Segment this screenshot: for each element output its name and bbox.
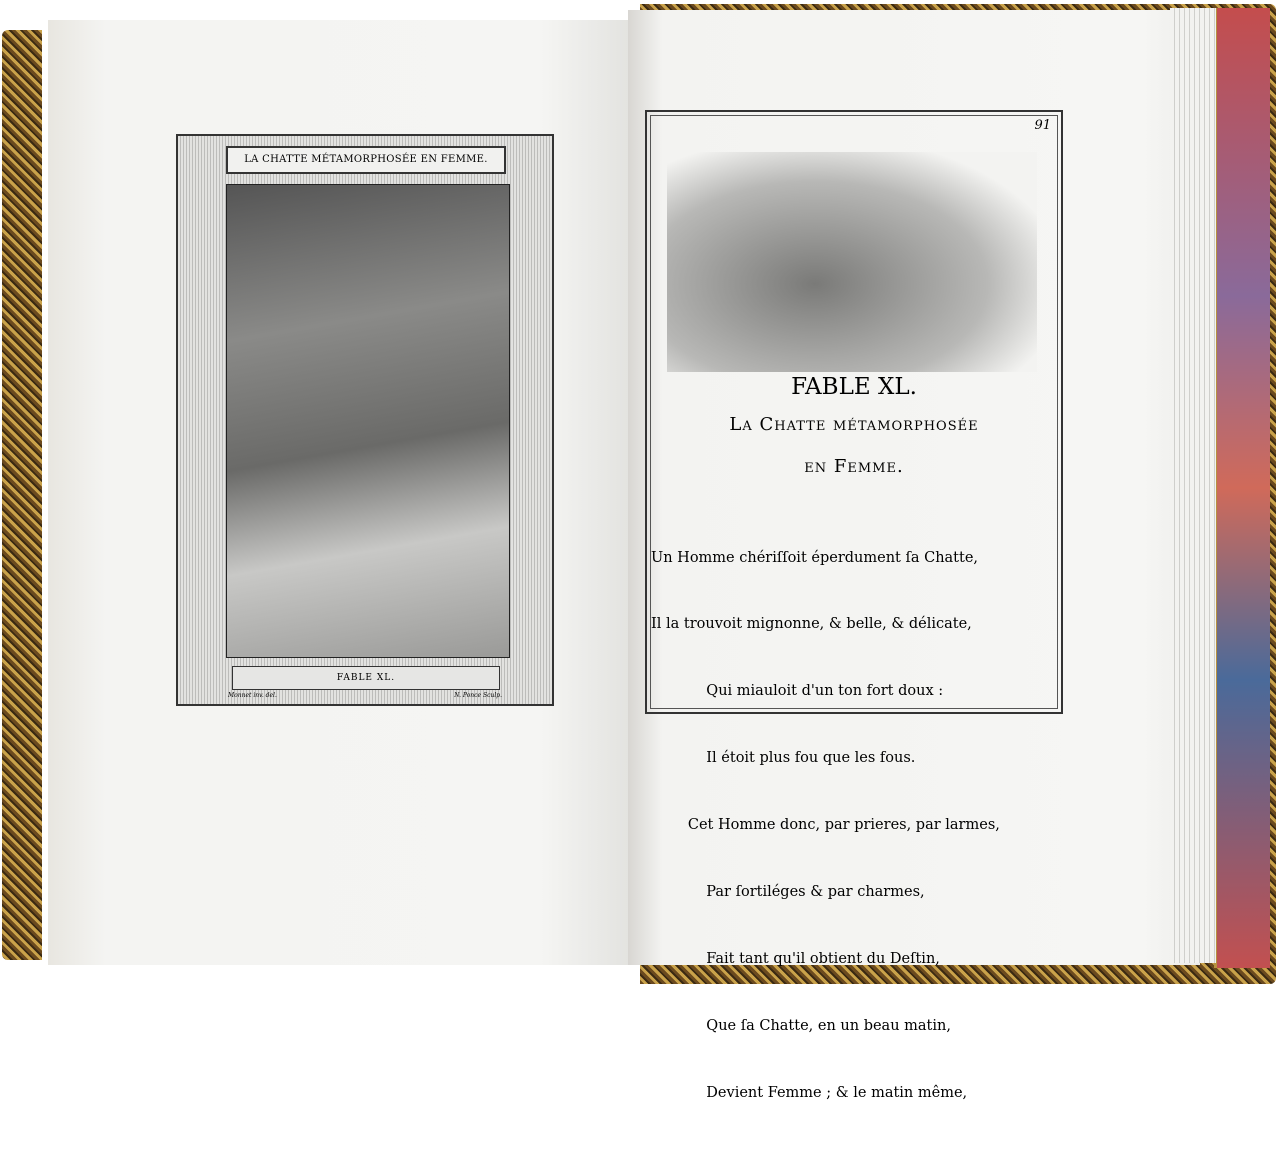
credit-right: N. Ponce Sculp. — [454, 692, 502, 699]
plate-caption: FABLE XL. — [232, 666, 500, 690]
fable-title-line2: en Femme. — [804, 456, 904, 477]
text-frame — [645, 110, 1063, 1101]
verse-block — [651, 502, 1000, 1149]
page-edges — [1170, 8, 1216, 963]
credit-left: Monnet inv. del. — [228, 692, 277, 699]
marbled-edge — [1214, 8, 1270, 968]
vignette-illustration — [667, 152, 1037, 372]
engraving-scene — [226, 184, 510, 658]
page-number: 91 — [1034, 118, 1051, 133]
fable-title-line1: La Chatte métamorphosée — [729, 414, 979, 435]
verse-line: Par ſortiléges & par charmes, — [651, 884, 925, 901]
verse-line: Devient Femme ; & le matin même, — [651, 1084, 968, 1101]
verse-line: Cet Homme donc, par prieres, par larmes, — [651, 817, 1000, 834]
plate-title: LA CHATTE MÉTAMORPHOSÉE EN FEMME. — [226, 146, 506, 174]
verse-line: Un Homme chériſſoit éperdument ſa Chatte, — [651, 549, 979, 566]
verse-line: Qui miauloit d'un ton fort doux : — [651, 683, 944, 700]
verse-line: Il la trouvoit mignonne, & belle, & délicate, — [651, 616, 972, 633]
fable-number: FABLE XL. — [791, 374, 917, 400]
engraving-plate — [176, 134, 554, 706]
verse-line: Que ſa Chatte, en un beau matin, — [651, 1017, 951, 1034]
verse-line: Fait tant qu'il obtient du Deſtin, — [651, 950, 940, 967]
book-cover-left — [2, 30, 42, 960]
verse-line: Il étoit plus fou que les fous. — [651, 750, 916, 767]
